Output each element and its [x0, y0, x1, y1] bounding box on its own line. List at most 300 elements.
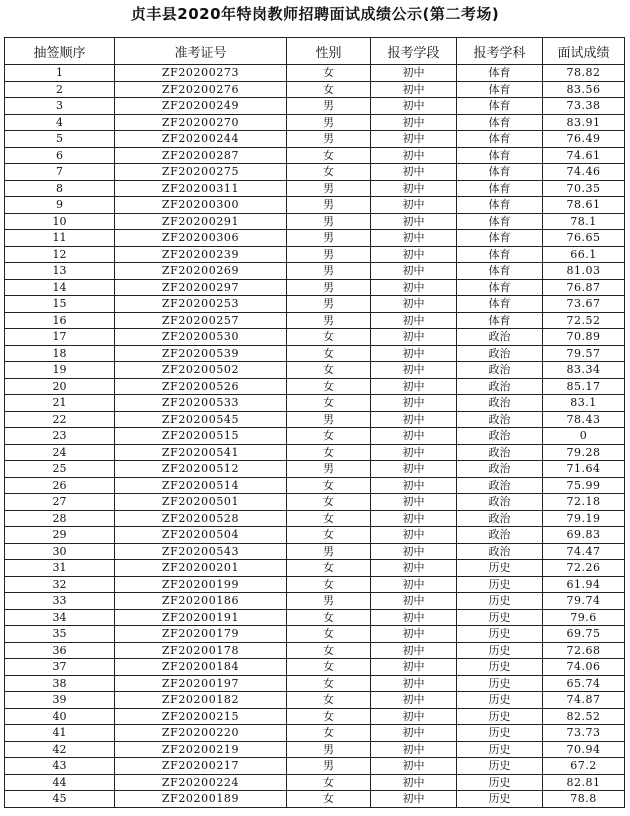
school-level-cell: 初中: [371, 65, 457, 82]
school-level-cell: 初中: [371, 477, 457, 494]
draw-order-cell: 24: [5, 444, 115, 461]
table-row: [5, 444, 625, 461]
gender-cell: 男: [287, 180, 371, 197]
table-row: [5, 774, 625, 791]
school-level-cell: 初中: [371, 428, 457, 445]
score-cell: 78.82: [543, 65, 625, 82]
score-cell: 72.68: [543, 642, 625, 659]
results-table: [4, 37, 625, 808]
header-draw-order: 抽签顺序: [5, 38, 115, 65]
table-row: [5, 576, 625, 593]
table-row: [5, 312, 625, 329]
ticket-number-cell: ZF20200249: [115, 98, 287, 115]
subject-cell: 政治: [457, 411, 543, 428]
gender-cell: 男: [287, 213, 371, 230]
school-level-cell: 初中: [371, 741, 457, 758]
draw-order-cell: 14: [5, 279, 115, 296]
subject-cell: 体育: [457, 263, 543, 280]
subject-cell: 体育: [457, 230, 543, 247]
score-cell: 74.06: [543, 659, 625, 676]
gender-cell: 女: [287, 659, 371, 676]
header-admission-ticket-number: 准考证号: [115, 38, 287, 65]
table-row: [5, 708, 625, 725]
table-row: [5, 411, 625, 428]
subject-cell: 历史: [457, 560, 543, 577]
table-row: [5, 527, 625, 544]
table-row: [5, 329, 625, 346]
draw-order-cell: 41: [5, 725, 115, 742]
table-row: [5, 131, 625, 148]
header-interview-score: 面试成绩: [543, 38, 625, 65]
subject-cell: 体育: [457, 213, 543, 230]
table-row: [5, 114, 625, 131]
ticket-number-cell: ZF20200178: [115, 642, 287, 659]
ticket-number-cell: ZF20200215: [115, 708, 287, 725]
subject-cell: 历史: [457, 642, 543, 659]
score-cell: 74.61: [543, 147, 625, 164]
ticket-number-cell: ZF20200541: [115, 444, 287, 461]
draw-order-cell: 22: [5, 411, 115, 428]
school-level-cell: 初中: [371, 131, 457, 148]
table-row: [5, 213, 625, 230]
gender-cell: 女: [287, 675, 371, 692]
score-cell: 76.65: [543, 230, 625, 247]
gender-cell: 男: [287, 98, 371, 115]
score-cell: 72.26: [543, 560, 625, 577]
draw-order-cell: 31: [5, 560, 115, 577]
score-cell: 78.61: [543, 197, 625, 214]
draw-order-cell: 16: [5, 312, 115, 329]
subject-cell: 历史: [457, 593, 543, 610]
table-row: [5, 263, 625, 280]
school-level-cell: 初中: [371, 609, 457, 626]
ticket-number-cell: ZF20200269: [115, 263, 287, 280]
table-row: [5, 147, 625, 164]
ticket-number-cell: ZF20200184: [115, 659, 287, 676]
table-row: [5, 81, 625, 98]
score-cell: 79.19: [543, 510, 625, 527]
ticket-number-cell: ZF20200512: [115, 461, 287, 478]
score-cell: 76.49: [543, 131, 625, 148]
score-cell: 81.03: [543, 263, 625, 280]
ticket-number-cell: ZF20200219: [115, 741, 287, 758]
subject-cell: 历史: [457, 758, 543, 775]
draw-order-cell: 19: [5, 362, 115, 379]
table-row: [5, 362, 625, 379]
score-cell: 76.87: [543, 279, 625, 296]
draw-order-cell: 10: [5, 213, 115, 230]
draw-order-cell: 42: [5, 741, 115, 758]
ticket-number-cell: ZF20200530: [115, 329, 287, 346]
draw-order-cell: 39: [5, 692, 115, 709]
ticket-number-cell: ZF20200291: [115, 213, 287, 230]
ticket-number-cell: ZF20200239: [115, 246, 287, 263]
gender-cell: 男: [287, 197, 371, 214]
gender-cell: 女: [287, 774, 371, 791]
school-level-cell: 初中: [371, 494, 457, 511]
school-level-cell: 初中: [371, 263, 457, 280]
subject-cell: 政治: [457, 527, 543, 544]
gender-cell: 男: [287, 411, 371, 428]
gender-cell: 女: [287, 147, 371, 164]
ticket-number-cell: ZF20200220: [115, 725, 287, 742]
score-cell: 70.94: [543, 741, 625, 758]
ticket-number-cell: ZF20200306: [115, 230, 287, 247]
draw-order-cell: 8: [5, 180, 115, 197]
draw-order-cell: 30: [5, 543, 115, 560]
school-level-cell: 初中: [371, 395, 457, 412]
gender-cell: 男: [287, 263, 371, 280]
draw-order-cell: 2: [5, 81, 115, 98]
score-cell: 79.28: [543, 444, 625, 461]
gender-cell: 女: [287, 527, 371, 544]
gender-cell: 女: [287, 65, 371, 82]
subject-cell: 政治: [457, 395, 543, 412]
ticket-number-cell: ZF20200273: [115, 65, 287, 82]
draw-order-cell: 40: [5, 708, 115, 725]
ticket-number-cell: ZF20200276: [115, 81, 287, 98]
subject-cell: 政治: [457, 510, 543, 527]
score-cell: 74.87: [543, 692, 625, 709]
school-level-cell: 初中: [371, 197, 457, 214]
subject-cell: 体育: [457, 65, 543, 82]
table-row: [5, 279, 625, 296]
table-row: [5, 626, 625, 643]
table-row: [5, 758, 625, 775]
subject-cell: 体育: [457, 246, 543, 263]
subject-cell: 体育: [457, 98, 543, 115]
school-level-cell: 初中: [371, 411, 457, 428]
gender-cell: 女: [287, 444, 371, 461]
subject-cell: 政治: [457, 378, 543, 395]
gender-cell: 男: [287, 279, 371, 296]
school-level-cell: 初中: [371, 758, 457, 775]
draw-order-cell: 18: [5, 345, 115, 362]
gender-cell: 女: [287, 395, 371, 412]
table-row: [5, 230, 625, 247]
draw-order-cell: 26: [5, 477, 115, 494]
subject-cell: 体育: [457, 114, 543, 131]
score-cell: 73.38: [543, 98, 625, 115]
ticket-number-cell: ZF20200543: [115, 543, 287, 560]
draw-order-cell: 23: [5, 428, 115, 445]
subject-cell: 政治: [457, 345, 543, 362]
subject-cell: 体育: [457, 164, 543, 181]
table-row: [5, 477, 625, 494]
school-level-cell: 初中: [371, 81, 457, 98]
gender-cell: 男: [287, 741, 371, 758]
gender-cell: 女: [287, 708, 371, 725]
school-level-cell: 初中: [371, 543, 457, 560]
school-level-cell: 初中: [371, 362, 457, 379]
school-level-cell: 初中: [371, 296, 457, 313]
subject-cell: 政治: [457, 477, 543, 494]
ticket-number-cell: ZF20200504: [115, 527, 287, 544]
school-level-cell: 初中: [371, 725, 457, 742]
subject-cell: 政治: [457, 543, 543, 560]
table-row: [5, 98, 625, 115]
school-level-cell: 初中: [371, 98, 457, 115]
document-title: 贞丰县2020年特岗教师招聘面试成绩公示(第二考场): [130, 5, 500, 23]
draw-order-cell: 34: [5, 609, 115, 626]
table-row: [5, 494, 625, 511]
draw-order-cell: 20: [5, 378, 115, 395]
school-level-cell: 初中: [371, 345, 457, 362]
school-level-cell: 初中: [371, 774, 457, 791]
ticket-number-cell: ZF20200297: [115, 279, 287, 296]
draw-order-cell: 35: [5, 626, 115, 643]
subject-cell: 历史: [457, 708, 543, 725]
table-row: [5, 593, 625, 610]
school-level-cell: 初中: [371, 329, 457, 346]
gender-cell: 女: [287, 428, 371, 445]
header-school-level: 报考学段: [371, 38, 457, 65]
school-level-cell: 初中: [371, 114, 457, 131]
school-level-cell: 初中: [371, 246, 457, 263]
draw-order-cell: 21: [5, 395, 115, 412]
ticket-number-cell: ZF20200275: [115, 164, 287, 181]
ticket-number-cell: ZF20200526: [115, 378, 287, 395]
gender-cell: 女: [287, 510, 371, 527]
score-cell: 82.52: [543, 708, 625, 725]
score-cell: 72.18: [543, 494, 625, 511]
table-row: [5, 246, 625, 263]
draw-order-cell: 17: [5, 329, 115, 346]
gender-cell: 女: [287, 81, 371, 98]
score-cell: 83.1: [543, 395, 625, 412]
table-header-row: [5, 38, 625, 65]
table-row: [5, 164, 625, 181]
school-level-cell: 初中: [371, 444, 457, 461]
ticket-number-cell: ZF20200533: [115, 395, 287, 412]
score-cell: 70.35: [543, 180, 625, 197]
gender-cell: 男: [287, 593, 371, 610]
gender-cell: 女: [287, 477, 371, 494]
gender-cell: 男: [287, 461, 371, 478]
subject-cell: 体育: [457, 180, 543, 197]
score-cell: 83.91: [543, 114, 625, 131]
ticket-number-cell: ZF20200514: [115, 477, 287, 494]
school-level-cell: 初中: [371, 279, 457, 296]
header-gender: 性别: [287, 38, 371, 65]
school-level-cell: 初中: [371, 378, 457, 395]
table-row: [5, 791, 625, 808]
table-row: [5, 642, 625, 659]
ticket-number-cell: ZF20200287: [115, 147, 287, 164]
draw-order-cell: 44: [5, 774, 115, 791]
school-level-cell: 初中: [371, 180, 457, 197]
school-level-cell: 初中: [371, 461, 457, 478]
ticket-number-cell: ZF20200179: [115, 626, 287, 643]
score-cell: 74.46: [543, 164, 625, 181]
score-cell: 82.81: [543, 774, 625, 791]
subject-cell: 政治: [457, 461, 543, 478]
table-row: [5, 395, 625, 412]
draw-order-cell: 15: [5, 296, 115, 313]
score-cell: 72.52: [543, 312, 625, 329]
school-level-cell: 初中: [371, 527, 457, 544]
ticket-number-cell: ZF20200257: [115, 312, 287, 329]
subject-cell: 历史: [457, 791, 543, 808]
subject-cell: 体育: [457, 197, 543, 214]
gender-cell: 女: [287, 692, 371, 709]
ticket-number-cell: ZF20200501: [115, 494, 287, 511]
draw-order-cell: 28: [5, 510, 115, 527]
ticket-number-cell: ZF20200191: [115, 609, 287, 626]
table-row: [5, 692, 625, 709]
gender-cell: 女: [287, 329, 371, 346]
draw-order-cell: 29: [5, 527, 115, 544]
score-cell: 67.2: [543, 758, 625, 775]
school-level-cell: 初中: [371, 510, 457, 527]
school-level-cell: 初中: [371, 708, 457, 725]
subject-cell: 历史: [457, 675, 543, 692]
table-row: [5, 378, 625, 395]
subject-cell: 政治: [457, 428, 543, 445]
subject-cell: 历史: [457, 609, 543, 626]
gender-cell: 男: [287, 246, 371, 263]
table-row: [5, 675, 625, 692]
subject-cell: 体育: [457, 312, 543, 329]
draw-order-cell: 5: [5, 131, 115, 148]
score-cell: 83.34: [543, 362, 625, 379]
score-cell: 73.73: [543, 725, 625, 742]
gender-cell: 男: [287, 758, 371, 775]
draw-order-cell: 13: [5, 263, 115, 280]
draw-order-cell: 12: [5, 246, 115, 263]
ticket-number-cell: ZF20200539: [115, 345, 287, 362]
subject-cell: 历史: [457, 626, 543, 643]
subject-cell: 体育: [457, 296, 543, 313]
draw-order-cell: 27: [5, 494, 115, 511]
table-row: [5, 428, 625, 445]
draw-order-cell: 6: [5, 147, 115, 164]
gender-cell: 女: [287, 725, 371, 742]
ticket-number-cell: ZF20200224: [115, 774, 287, 791]
school-level-cell: 初中: [371, 213, 457, 230]
score-cell: 78.1: [543, 213, 625, 230]
ticket-number-cell: ZF20200217: [115, 758, 287, 775]
table-row: [5, 180, 625, 197]
score-cell: 73.67: [543, 296, 625, 313]
gender-cell: 男: [287, 131, 371, 148]
subject-cell: 历史: [457, 741, 543, 758]
subject-cell: 历史: [457, 659, 543, 676]
school-level-cell: 初中: [371, 593, 457, 610]
ticket-number-cell: ZF20200189: [115, 791, 287, 808]
score-cell: 79.57: [543, 345, 625, 362]
table-row: [5, 560, 625, 577]
gender-cell: 女: [287, 378, 371, 395]
subject-cell: 政治: [457, 329, 543, 346]
ticket-number-cell: ZF20200244: [115, 131, 287, 148]
score-cell: 83.56: [543, 81, 625, 98]
school-level-cell: 初中: [371, 164, 457, 181]
draw-order-cell: 25: [5, 461, 115, 478]
school-level-cell: 初中: [371, 230, 457, 247]
school-level-cell: 初中: [371, 312, 457, 329]
subject-cell: 体育: [457, 147, 543, 164]
school-level-cell: 初中: [371, 659, 457, 676]
table-row: [5, 65, 625, 82]
score-cell: 71.64: [543, 461, 625, 478]
score-cell: 0: [543, 428, 625, 445]
draw-order-cell: 45: [5, 791, 115, 808]
ticket-number-cell: ZF20200528: [115, 510, 287, 527]
table-body: [5, 65, 625, 808]
score-cell: 75.99: [543, 477, 625, 494]
gender-cell: 女: [287, 362, 371, 379]
school-level-cell: 初中: [371, 147, 457, 164]
score-cell: 69.75: [543, 626, 625, 643]
draw-order-cell: 11: [5, 230, 115, 247]
gender-cell: 女: [287, 494, 371, 511]
draw-order-cell: 37: [5, 659, 115, 676]
subject-cell: 体育: [457, 81, 543, 98]
ticket-number-cell: ZF20200182: [115, 692, 287, 709]
gender-cell: 男: [287, 230, 371, 247]
ticket-number-cell: ZF20200253: [115, 296, 287, 313]
gender-cell: 女: [287, 609, 371, 626]
draw-order-cell: 7: [5, 164, 115, 181]
table-row: [5, 296, 625, 313]
school-level-cell: 初中: [371, 642, 457, 659]
draw-order-cell: 1: [5, 65, 115, 82]
table-row: [5, 741, 625, 758]
score-cell: 69.83: [543, 527, 625, 544]
subject-cell: 历史: [457, 774, 543, 791]
ticket-number-cell: ZF20200502: [115, 362, 287, 379]
subject-cell: 政治: [457, 494, 543, 511]
gender-cell: 女: [287, 791, 371, 808]
ticket-number-cell: ZF20200270: [115, 114, 287, 131]
ticket-number-cell: ZF20200311: [115, 180, 287, 197]
gender-cell: 男: [287, 114, 371, 131]
subject-cell: 历史: [457, 576, 543, 593]
gender-cell: 女: [287, 576, 371, 593]
ticket-number-cell: ZF20200186: [115, 593, 287, 610]
score-cell: 79.74: [543, 593, 625, 610]
table-row: [5, 609, 625, 626]
ticket-number-cell: ZF20200201: [115, 560, 287, 577]
draw-order-cell: 36: [5, 642, 115, 659]
draw-order-cell: 3: [5, 98, 115, 115]
school-level-cell: 初中: [371, 692, 457, 709]
table-row: [5, 197, 625, 214]
subject-cell: 体育: [457, 131, 543, 148]
score-cell: 61.94: [543, 576, 625, 593]
gender-cell: 男: [287, 312, 371, 329]
table-row: [5, 345, 625, 362]
score-cell: 74.47: [543, 543, 625, 560]
gender-cell: 女: [287, 345, 371, 362]
ticket-number-cell: ZF20200515: [115, 428, 287, 445]
score-cell: 78.43: [543, 411, 625, 428]
score-cell: 65.74: [543, 675, 625, 692]
gender-cell: 女: [287, 164, 371, 181]
score-cell: 78.8: [543, 791, 625, 808]
score-cell: 70.89: [543, 329, 625, 346]
draw-order-cell: 9: [5, 197, 115, 214]
ticket-number-cell: ZF20200545: [115, 411, 287, 428]
ticket-number-cell: ZF20200199: [115, 576, 287, 593]
school-level-cell: 初中: [371, 626, 457, 643]
gender-cell: 女: [287, 642, 371, 659]
school-level-cell: 初中: [371, 791, 457, 808]
table-row: [5, 725, 625, 742]
draw-order-cell: 38: [5, 675, 115, 692]
table-row: [5, 659, 625, 676]
